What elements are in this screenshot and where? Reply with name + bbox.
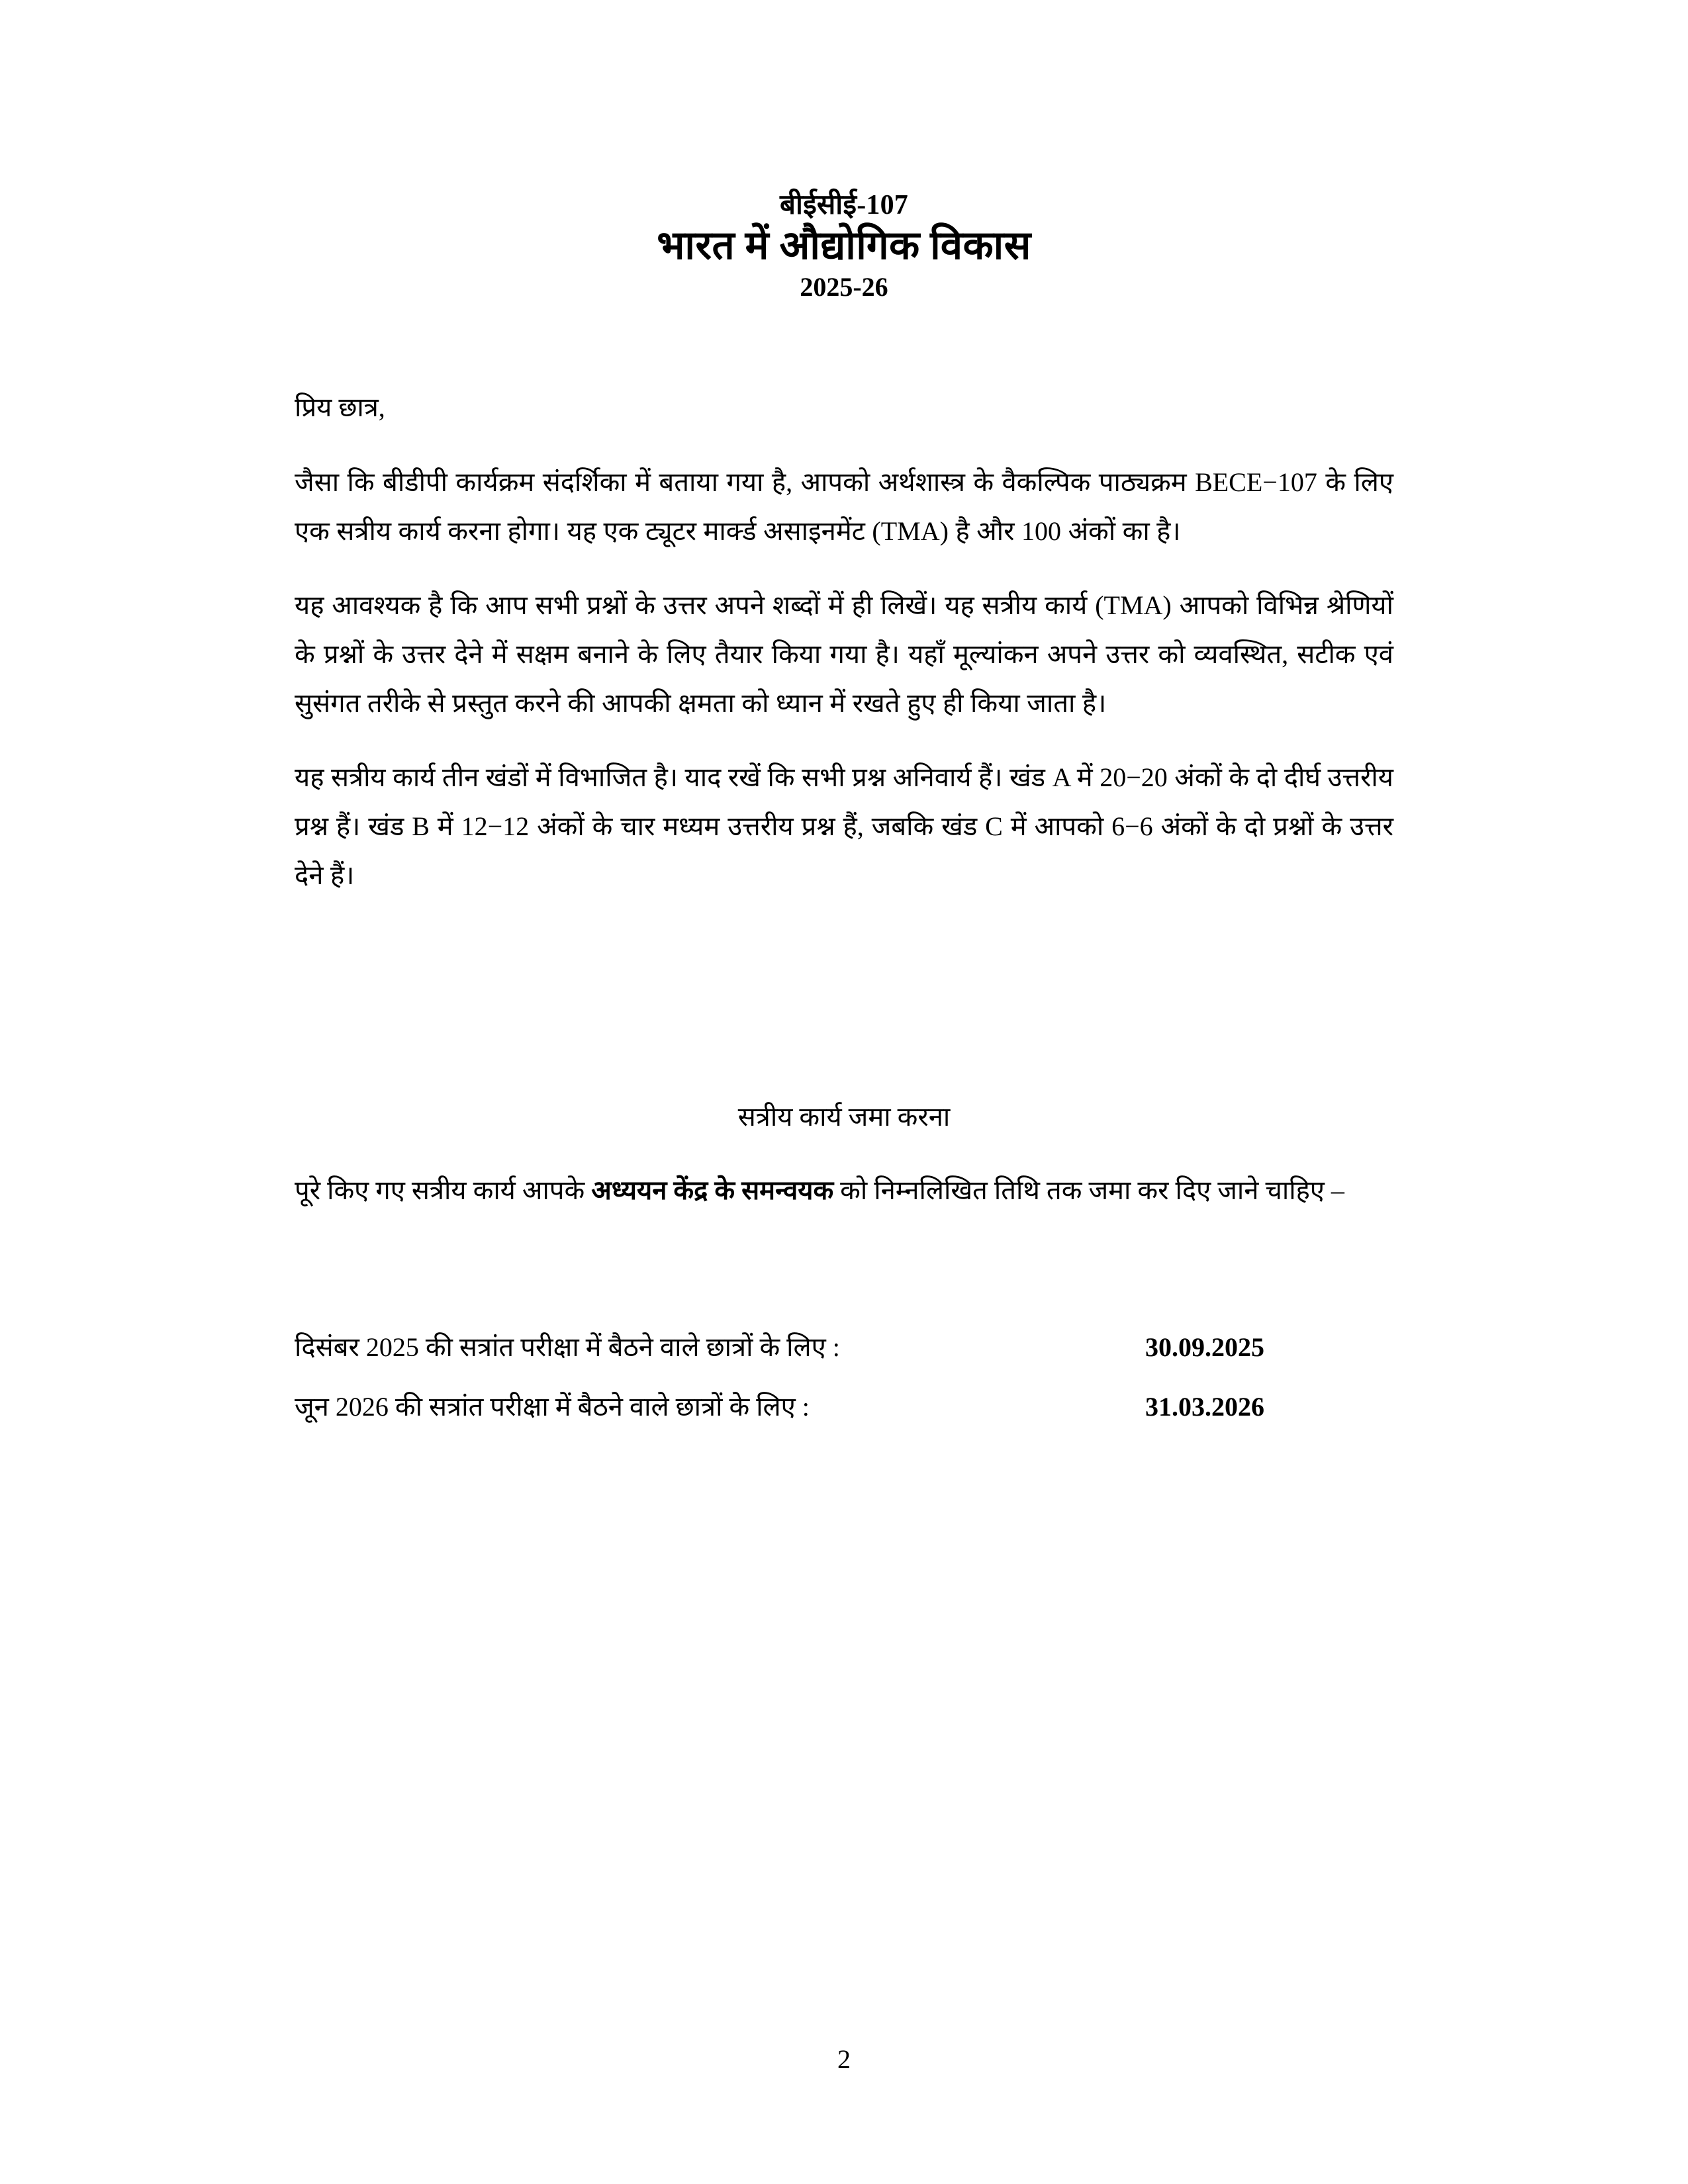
course-code-inline: BECE−107 xyxy=(1195,467,1317,497)
section-a-label: A xyxy=(1052,762,1070,792)
submission-paragraph-part2: को निम्नलिखित तिथि तक जमा कर दिए जाने चाहिए – xyxy=(833,1175,1344,1205)
paragraph-intro-part1: जैसा कि बीडीपी कार्यक्रम संदर्शिका में बताया गया है, आपको अर्थशास्त्र के वैकल्पिक पाठ्यक्रम xyxy=(295,467,1196,497)
session-year: 2025-26 xyxy=(800,272,888,302)
paragraph-instructions-part1: यह आवश्यक है कि आप सभी प्रश्नों के उत्तर अपने शब्दों में ही लिखें। यह सत्रीय कार्य xyxy=(295,590,1096,620)
section-c-label: C xyxy=(985,811,1003,841)
paragraph-sections xyxy=(295,753,1393,900)
december-term-due-date: 30.09.2025 xyxy=(1145,1332,1264,1362)
june-term-due-date: 31.03.2026 xyxy=(1145,1392,1264,1422)
submission-heading: सत्रीय कार्य जमा करना xyxy=(737,1102,951,1132)
paragraph-sections-part4: में आपको 6−6 अंकों के दो प्रश्नों के उत्तर देने हैं। xyxy=(295,811,1393,890)
paragraph-sections-part1: यह सत्रीय कार्य तीन खंडों में विभाजित है। याद रखें कि सभी प्रश्न अनिवार्य हैं। खंड xyxy=(295,762,1053,792)
paragraph-instructions xyxy=(295,581,1393,728)
submission-paragraph xyxy=(295,1166,1393,1215)
tma-abbreviation-inline: (TMA) xyxy=(872,516,949,546)
course-title: भारत में औद्योगिक विकास xyxy=(657,224,1031,268)
salutation: प्रिय छात्र, xyxy=(295,392,385,422)
paragraph-intro-part3: है और 100 अंकों का है। xyxy=(948,516,1181,546)
body-text-column xyxy=(295,394,1393,925)
tma-abbreviation-inline-2: (TMA) xyxy=(1095,590,1172,620)
submission-date-row xyxy=(295,1334,1393,1394)
paragraph-intro-part2: के लिए एक सत्रीय कार्य करना होगा। यह एक ट्यूटर मार्क्ड असाइनमेंट xyxy=(295,467,1393,546)
course-code: बीईसीई-107 xyxy=(780,190,908,220)
june-term-label: जून 2026 की सत्रांत परीक्षा में बैठने वाले छात्रों के लिए : xyxy=(295,1392,810,1422)
document-header xyxy=(0,191,1688,301)
paragraph-sections-part3: में 12−12 अंकों के चार मध्यम उत्तरीय प्रश्न हैं, जबकि खंड xyxy=(429,811,986,841)
paragraph-instructions-part2: आपको विभिन्न श्रेणियों के प्रश्नों के उत्तर देने में सक्षम बनाने के लिए तैयार किया गया है। यहाँ मूल्यांकन अपने उत्तर को व्यवस्थित, सटीक एवं सुसंगत तरीके से प्रस्तुत करने की आपकी क्षमता को ध्यान में रखते हुए ही किया जाता है। xyxy=(295,590,1394,718)
paragraph-sections-part2: में 20−20 अंकों के दो दीर्घ उत्तरीय प्रश्न हैं। खंड xyxy=(295,762,1393,841)
submission-dates-list xyxy=(295,1334,1393,1453)
submission-paragraph-part1: पूरे किए गए सत्रीय कार्य आपके xyxy=(295,1175,592,1205)
submission-paragraph-wrapper xyxy=(295,1166,1393,1215)
december-term-label: दिसंबर 2025 की सत्रांत परीक्षा में बैठने वाले छात्रों के लिए : xyxy=(295,1332,840,1362)
submission-date-row xyxy=(295,1394,1393,1453)
section-b-label: B xyxy=(412,811,430,841)
paragraph-intro xyxy=(295,458,1393,556)
page-number: 2 xyxy=(837,2044,851,2074)
study-centre-coordinator-emphasis: अध्ययन केंद्र के समन्वयक xyxy=(591,1175,834,1205)
